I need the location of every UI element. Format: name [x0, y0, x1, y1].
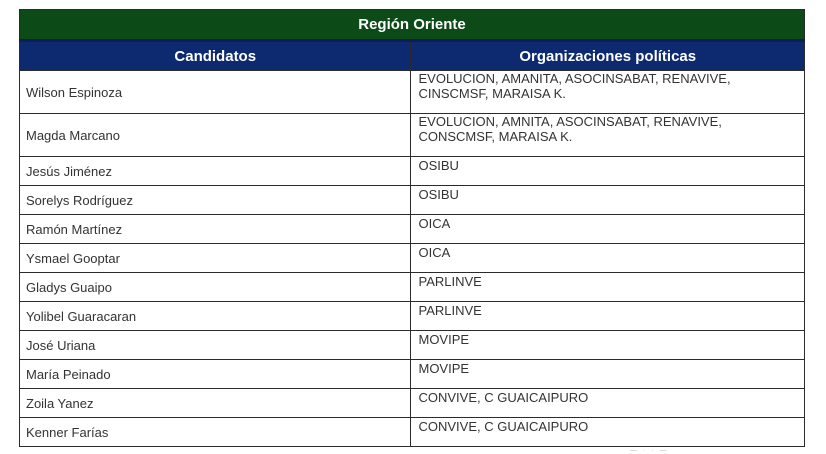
candidates-table-container: [19, 9, 805, 447]
table-body: [20, 71, 805, 447]
candidate-name: Ysmael Gooptar: [20, 244, 411, 273]
political-organizations: [411, 157, 805, 186]
candidate-name: Gladys Guaipo: [20, 273, 411, 302]
table-row: [20, 360, 805, 389]
table-row: [20, 418, 805, 447]
candidates-table: [19, 9, 805, 447]
column-header-candidates: Candidatos: [20, 41, 411, 71]
region-title: Región Oriente: [20, 10, 805, 41]
table-row: [20, 114, 805, 157]
political-organizations: [411, 418, 805, 447]
organization-line: CONSCMSF, MARAISA K.: [418, 129, 573, 144]
organization-line: CONVIVE, C GUAICAIPURO: [418, 419, 589, 434]
organization-line: OSIBU: [418, 158, 459, 173]
candidate-name: Yolibel Guaracaran: [20, 302, 411, 331]
political-organizations: [411, 186, 805, 215]
organization-line: MOVIPE: [418, 361, 470, 376]
organization-line: CINSCMSF, MARAISA K.: [418, 86, 566, 101]
political-organizations: [411, 71, 805, 114]
candidate-name: María Peinado: [20, 360, 411, 389]
organization-line: PARLINVE: [418, 274, 482, 289]
organization-line: PARLINVE: [418, 303, 482, 318]
organization-line: MOVIPE: [418, 332, 470, 347]
political-organizations: [411, 389, 805, 418]
table-row: [20, 71, 805, 114]
candidate-name: Wilson Espinoza: [20, 71, 411, 114]
political-organizations: [411, 360, 805, 389]
candidate-name: Sorelys Rodríguez: [20, 186, 411, 215]
table-row: [20, 215, 805, 244]
organization-line: OSIBU: [418, 187, 459, 202]
political-organizations: [411, 244, 805, 273]
table-row: [20, 273, 805, 302]
political-organizations: [411, 215, 805, 244]
table-row: [20, 244, 805, 273]
political-organizations: [411, 331, 805, 360]
candidate-name: Magda Marcano: [20, 114, 411, 157]
column-header-row: [20, 41, 805, 71]
candidate-name: Ramón Martínez: [20, 215, 411, 244]
candidate-name: Kenner Farías: [20, 418, 411, 447]
political-organizations: [411, 302, 805, 331]
faint-footer-mark: — · · —: [630, 447, 669, 454]
candidate-name: Jesús Jiménez: [20, 157, 411, 186]
political-organizations: [411, 114, 805, 157]
table-row: [20, 302, 805, 331]
candidate-name: José Uriana: [20, 331, 411, 360]
region-title-row: [20, 10, 805, 41]
organization-line: OICA: [418, 245, 451, 260]
candidate-name: Zoila Yanez: [20, 389, 411, 418]
table-row: [20, 331, 805, 360]
organization-line: EVOLUCION, AMANITA, ASOCINSABAT, RENAVIVE,: [418, 71, 731, 86]
organization-line: OICA: [418, 216, 451, 231]
table-row: [20, 186, 805, 215]
column-header-organizations: Organizaciones políticas: [411, 41, 805, 71]
table-row: [20, 157, 805, 186]
political-organizations: [411, 273, 805, 302]
organization-line: CONVIVE, C GUAICAIPURO: [418, 390, 589, 405]
table-row: [20, 389, 805, 418]
organization-line: EVOLUCION, AMNITA, ASOCINSABAT, RENAVIVE,: [418, 114, 722, 129]
